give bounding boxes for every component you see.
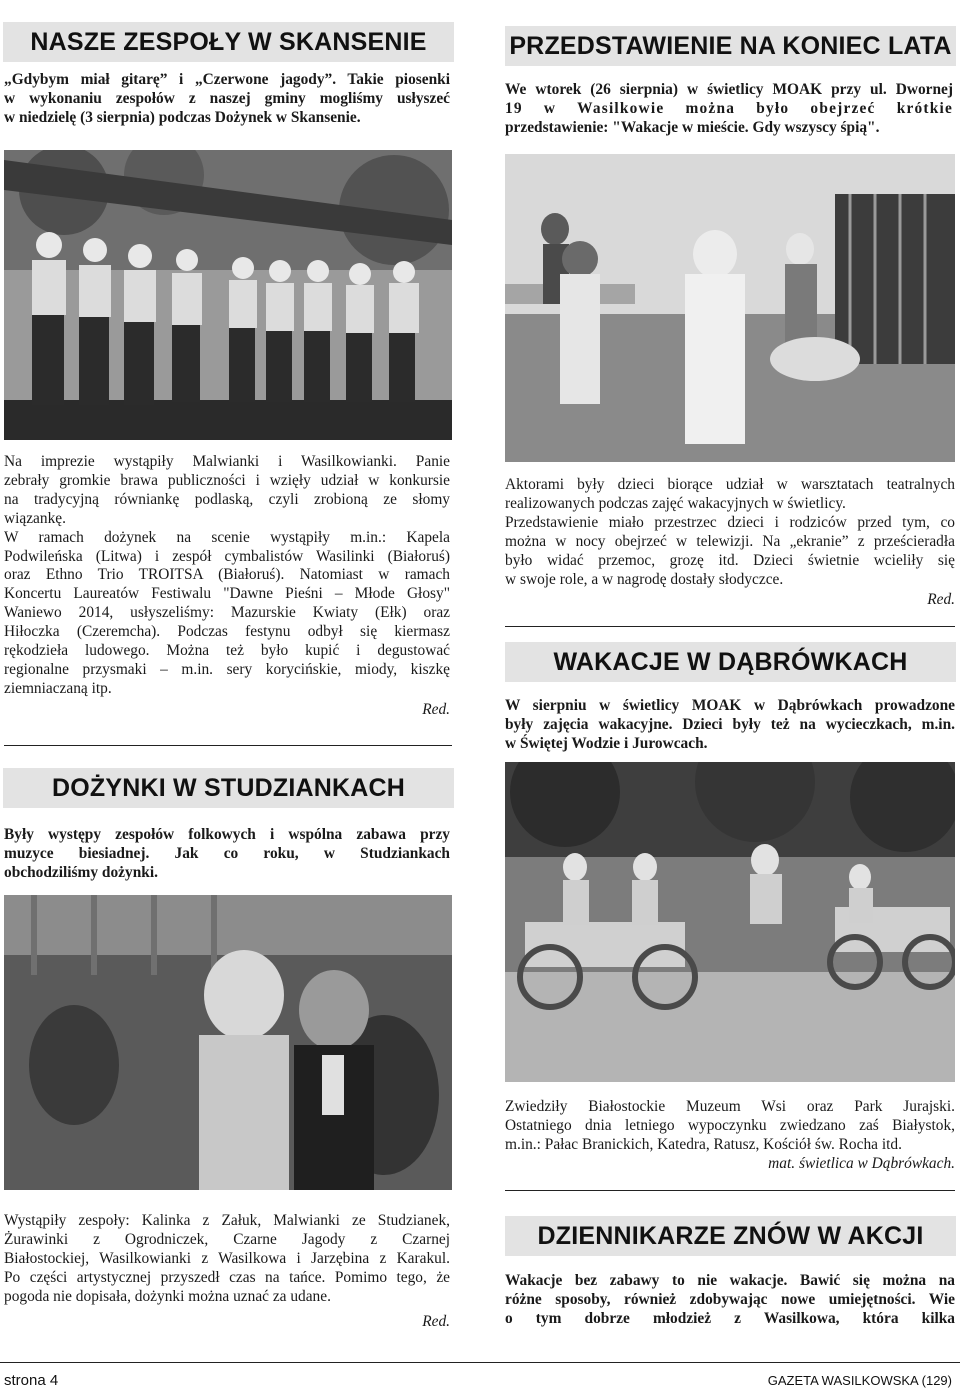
page-number: strona 4 bbox=[4, 1372, 59, 1389]
skansen-body-line: Waniewo 2014, usłyszeliśmy: Mazurskie Kwiaty (Ełk) oraz bbox=[4, 604, 450, 622]
skansen-body-line: oraz Ethno Trio TROITSA (Białoruś). Natomiast w ramach bbox=[4, 566, 450, 584]
dziennikarze-lead-line-3: o tym dobrze młodzież z Wasilkowa, która kilka bbox=[505, 1309, 955, 1327]
przedstawienie-body-line: w swoje role, a w nagrodę dostały słodyczce. bbox=[505, 570, 784, 588]
skansen-body-line: regionalne przysmaki – m.in. sery korycińskie, miody, kiszkę bbox=[4, 660, 450, 678]
section-title-skansen: NASZE ZESPOŁY W SKANSENIE bbox=[3, 22, 454, 62]
skansen-lead-line-2: w wykonaniu zespołów z naszej gminy mogliśmy usłyszeć bbox=[4, 89, 450, 107]
dabrowki-lead-line-1: W sierpniu w świetlicy MOAK w Dąbrówkach prowadzone bbox=[505, 697, 955, 714]
section-title-dziennikarze: DZIENNIKARZE ZNÓW W AKCJI bbox=[505, 1216, 956, 1256]
section-title-dabrowki: WAKACJE W DĄBRÓWKACH bbox=[505, 642, 956, 682]
skansen-body-line: wiązankę. bbox=[4, 509, 66, 527]
issue-number: (129) bbox=[921, 1373, 952, 1388]
skansen-lead-line-1: „Gdybym miał gitarę” i „Czerwone jagody”. Takie piosenki bbox=[4, 71, 450, 88]
przedstawienie-body bbox=[505, 476, 955, 610]
przedstawienie-lead-line-1: We wtorek (26 sierpnia) w świetlicy MOAK przy ul. Dwornej bbox=[505, 81, 953, 98]
skansen-body-line: W ramach dożynek na scenie wystąpiły m.in.: Kapela bbox=[4, 528, 450, 546]
studzianki-body-line: Wystąpiły zespoły: Kalinka z Załuk, Malwianki ze Studzianek, bbox=[4, 1212, 450, 1229]
footer-rule bbox=[0, 1362, 960, 1363]
divider bbox=[505, 1190, 955, 1191]
publication-title: GAZETA WASILKOWSKA bbox=[767, 1373, 919, 1388]
dziennikarze-lead bbox=[505, 1272, 955, 1329]
section-title-studzianki: DOŻYNKI W STUDZIANKACH bbox=[3, 768, 454, 808]
skansen-lead bbox=[4, 71, 450, 128]
studzianki-lead bbox=[4, 826, 450, 883]
dziennikarze-lead-line-2: różne sposoby, również zdobywając nowe umiejętności. Wie bbox=[505, 1290, 955, 1308]
skansen-body-line: Na imprezie wystąpiły Malwianki i Wasilkowianki. Panie bbox=[4, 453, 450, 470]
przedstawienie-lead bbox=[505, 81, 953, 138]
divider bbox=[505, 626, 955, 627]
studzianki-body bbox=[4, 1212, 450, 1331]
studzianki-lead-line-1: Były występy zespołów folkowych i wspólna zabawa przy bbox=[4, 826, 450, 843]
photo-przedstawienie bbox=[505, 154, 955, 462]
studzianki-lead-line-3: obchodziliśmy dożynki. bbox=[4, 863, 158, 881]
przedstawienie-body-line: realizowanych podczas zajęć wakacyjnych w świetlicy. bbox=[505, 494, 846, 512]
przedstawienie-signature: Red. bbox=[927, 591, 955, 609]
photo-dabrowki bbox=[505, 762, 955, 1082]
studzianki-body-line: pogoda nie dopisała, dożynki można uznać za udane. bbox=[4, 1287, 331, 1305]
skansen-body-line: ziemniaczaną itp. bbox=[4, 679, 112, 697]
przedstawienie-body-line: Aktorami były dzieci biorące udział w warsztatach teatralnych bbox=[505, 476, 955, 493]
przedstawienie-lead-line-2: 19 w Wasilkowie można było obejrzeć krótkie bbox=[505, 99, 953, 117]
skansen-body-line: Koncertu Laureatów Festiwalu "Dawne Pieśni – Młode Głosy" bbox=[4, 585, 450, 603]
dabrowki-lead-line-3: w Świętej Wodzie i Jurowcach. bbox=[505, 734, 708, 752]
skansen-body-line: Hiłoczka (Czeremcha). Podczas festynu odbył się kiermasz bbox=[4, 623, 450, 641]
skansen-lead-line-3: w niedzielę (3 sierpnia) podczas Dożynek w Skansenie. bbox=[4, 108, 361, 126]
skansen-body-line: rękodzieła ludowego. Można też było kupić i degustować bbox=[4, 642, 450, 660]
przedstawienie-body-line: Przedstawienie miało przestrzec dzieci i rodziców przed tym, co bbox=[505, 513, 955, 531]
przedstawienie-lead-line-3: przedstawienie: "Wakacje w mieście. Gdy wszyscy śpią". bbox=[505, 118, 880, 136]
skansen-signature: Red. bbox=[422, 700, 450, 718]
skansen-body-line: zebrały gromkie brawa publiczności i wzięły udział w konkursie bbox=[4, 471, 450, 489]
photo-studzianki-dance bbox=[4, 895, 452, 1190]
dabrowki-signature: mat. świetlica w Dąbrówkach. bbox=[768, 1154, 955, 1172]
section-title-przedstawienie: PRZEDSTAWIENIE NA KONIEC LATA bbox=[505, 26, 956, 66]
skansen-body-line: Podwileńska (Litwa) i zespół cymbalistów Wasilinki (Białoruś) bbox=[4, 547, 450, 565]
skansen-body-line: na tradycyjną równiankę podlaską, czyli zrobioną ze słomy bbox=[4, 490, 450, 508]
studzianki-body-line: Po części artystycznej przyszedł czas na tańce. Pomimo tego, że bbox=[4, 1268, 450, 1286]
dabrowki-body-line: Zwiedziły Białostockie Muzeum Wsi oraz Park Jurajski. bbox=[505, 1098, 955, 1115]
studzianki-body-line: Żurawinki z Ogrodniczek, Czarne Jagody z Czarnej bbox=[4, 1230, 450, 1248]
publication-name bbox=[768, 1373, 952, 1388]
dabrowki-lead bbox=[505, 697, 955, 754]
przedstawienie-body-line: można w nocy obejrzeć w telewizji. Na „ekranie” z prześcieradła bbox=[505, 532, 955, 550]
dabrowki-body-line: m.in.: Pałac Branickich, Katedra, Ratusz, Kościół św. Rocha itd. bbox=[505, 1135, 902, 1153]
dabrowki-body bbox=[505, 1098, 955, 1174]
skansen-body bbox=[4, 453, 450, 720]
studzianki-signature: Red. bbox=[422, 1312, 450, 1330]
dabrowki-lead-line-2: były zajęcia wakacyjne. Dzieci były też na wycieczkach, m.in. bbox=[505, 715, 955, 733]
przedstawienie-body-line: było widać przemoc, grozę itd. Dzieci świetnie wcieliły się bbox=[505, 551, 955, 569]
dziennikarze-lead-line-1: Wakacje bez zabawy to nie wakacje. Bawić się można na bbox=[505, 1272, 955, 1289]
studzianki-body-line: Białostockiej, Wasilkowianki z Wasilkowa i Jarzębina z Karakul. bbox=[4, 1249, 450, 1267]
divider bbox=[4, 745, 452, 746]
studzianki-lead-line-2: muzyce biesiadnej. Jak co roku, w Studziankach bbox=[4, 844, 450, 862]
photo-skansen-stage bbox=[4, 150, 452, 440]
dabrowki-body-line: Ostatniego dnia letniego wypoczynku zwiedzano zaś Białystok, bbox=[505, 1116, 955, 1134]
